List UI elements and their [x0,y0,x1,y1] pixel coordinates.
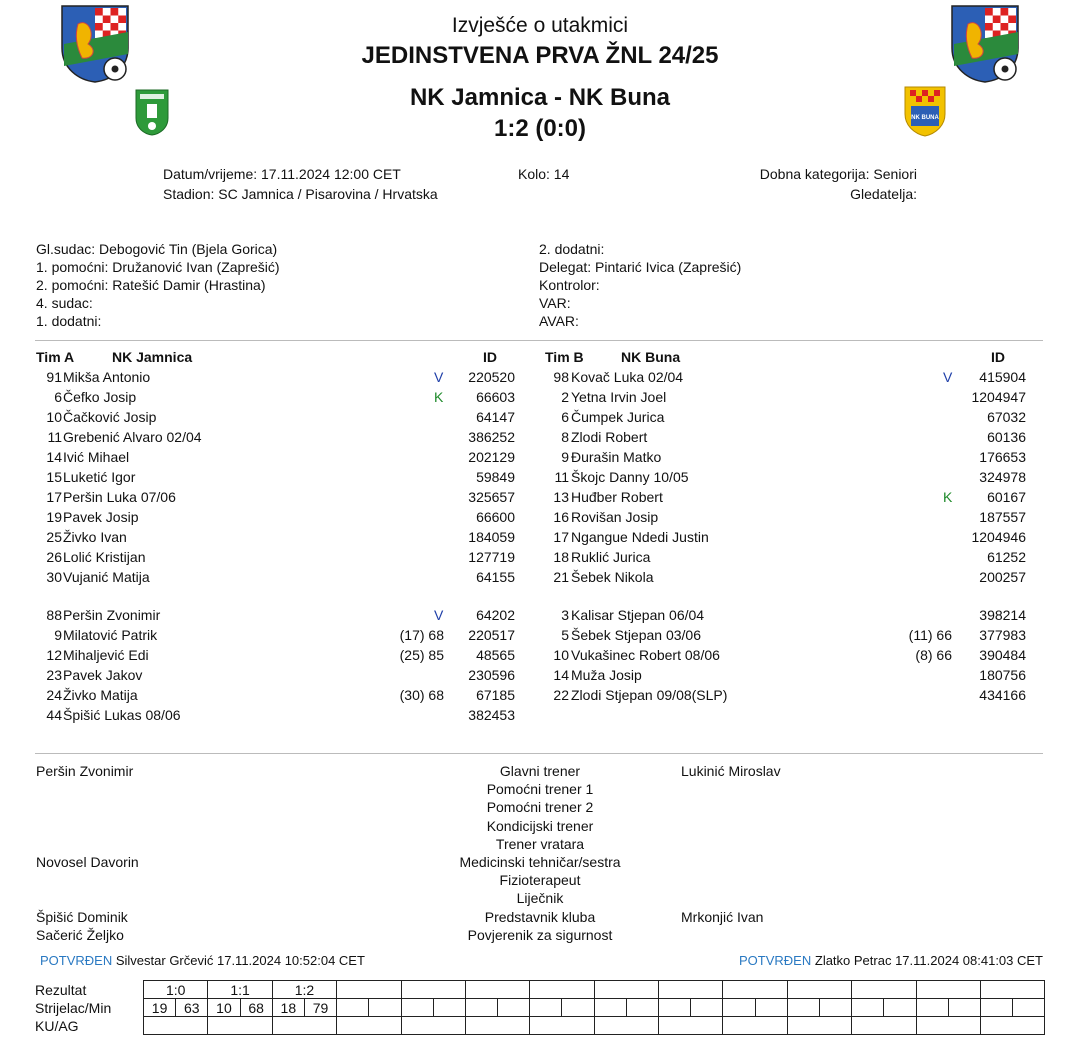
score-cell [465,981,529,999]
staff-role: Liječnik [516,890,564,907]
player-name: Pavek Josip [63,509,139,525]
goalkeeper-marker: V [434,607,444,623]
official-line: AVAR: [539,313,579,329]
player-name: Živko Ivan [63,529,127,545]
age-category: Dobna kategorija: Seniori [759,166,917,182]
player-id: 60167 [987,489,1026,505]
player-number: 19 [46,509,62,525]
spectators: Gledatelja: [850,186,917,202]
confirmed-by: Silvestar Grčević 17.11.2024 10:52:04 CET [115,953,365,968]
ku-ag-cell [530,1017,594,1035]
staff-home-name: Sačerić Željko [36,926,124,943]
official-line: Gl.sudac: Debogović Tin (Bjela Gorica) [36,241,278,257]
scorer-cell [884,999,916,1017]
player-id: 220520 [468,369,515,385]
ku-ag-cell [852,1017,916,1035]
player-name: Luketić Igor [63,469,136,485]
staff-home-name: Novosel Davorin [36,854,139,870]
player-name: Špišić Lukas 08/06 [63,707,181,723]
score-cell [980,981,1044,999]
player-number: 26 [46,549,62,565]
player-name: Kovač Luka 02/04 [571,369,684,385]
player-id: 66600 [476,509,515,525]
official-line: Kontrolor: [539,277,600,293]
score-cell [723,981,787,999]
player-name: Vujanić Matija [63,569,150,585]
result-grid [35,980,1045,1035]
scorer-cell [1013,999,1045,1017]
player-number: 14 [553,667,569,683]
player-number: 2 [561,389,569,405]
player-number: 5 [561,627,569,643]
scorer-cell [659,999,691,1017]
player-number: 3 [561,607,569,623]
player-id: 67185 [476,687,515,703]
scorer-cell: 18 [272,999,304,1017]
player-number: 25 [46,529,62,545]
staff-role: Fizioterapeut [499,872,581,889]
player-name: Šebek Nikola [571,569,654,585]
staff-role: Trener vratara [495,835,585,852]
player-row [0,567,1080,587]
player-number: 16 [553,509,569,525]
scorer-cell [755,999,787,1017]
player-name: Ruklić Jurica [571,549,651,565]
result-row-label: Strijelac/Min [35,999,112,1016]
player-name: Ivić Mihael [63,449,130,465]
scorer-cell [626,999,658,1017]
scorer-cell: 79 [304,999,336,1017]
player-id: 202129 [468,449,515,465]
scorer-cell [916,999,948,1017]
scorer-cell [819,999,851,1017]
player-number: 9 [561,449,569,465]
official-line: Delegat: Pintarić Ivica (Zaprešić) [539,259,742,275]
player-id: 434166 [979,687,1026,703]
score-cell [916,981,980,999]
player-row [0,685,1080,705]
result-row [35,999,1045,1017]
player-number: 17 [46,489,62,505]
player-number: 8 [561,429,569,445]
match-datetime: Datum/vrijeme: 17.11.2024 12:00 CET [163,166,401,182]
player-id: 325657 [468,489,515,505]
score-cell [659,981,723,999]
confirmed-by: Zlatko Petrac 17.11.2024 08:41:03 CET [814,953,1043,968]
official-line: 2. dodatni: [539,241,605,257]
player-number: 11 [47,429,62,445]
scorer-cell [337,999,369,1017]
ku-ag-cell [723,1017,787,1035]
player-row [0,605,1080,625]
confirmation-right [739,953,1043,968]
score-cell [787,981,851,999]
player-id: 61252 [987,549,1026,565]
ku-ag-cell [787,1017,851,1035]
result-row-label: Rezultat [35,981,87,998]
report-title: Izvješće o utakmici [451,14,629,37]
player-id: 48565 [476,647,515,663]
scorer-cell [465,999,497,1017]
player-number: 13 [553,489,569,505]
player-number: 11 [554,469,569,485]
staff-home-name: Peršin Zvonimir [36,763,134,779]
staff-role: Pomoćni trener 1 [486,781,594,798]
score-cell [852,981,916,999]
ku-ag-cell [337,1017,401,1035]
player-number: 22 [553,687,569,703]
scorer-cell: 63 [176,999,208,1017]
player-name: Muža Josip [571,667,642,683]
official-line: 2. pomoćni: Ratešić Damir (Hrastina) [36,277,266,293]
official-line: 1. pomoćni: Družanović Ivan (Zaprešić) [36,259,280,275]
scorer-cell: 68 [240,999,272,1017]
staff-away-name: Lukinić Miroslav [681,763,781,779]
result-row [35,1017,1045,1035]
player-id: 180756 [979,667,1026,683]
result-row-label: KU/AG [35,1017,79,1034]
player-name: Yetna Irvin Joel [571,389,667,405]
scorer-cell [948,999,980,1017]
substitution-info: (17) 68 [399,627,444,643]
substitution-info: (30) 68 [399,687,444,703]
staff-role: Pomoćni trener 2 [486,799,594,816]
substitution-info: (11) 66 [908,627,952,643]
player-id: 64202 [476,607,515,623]
ku-ag-cell [208,1017,272,1035]
player-id: 184059 [468,529,515,545]
ku-ag-cell [272,1017,336,1035]
divider [35,340,1043,341]
staff-role: Medicinski tehničar/sestra [459,854,621,870]
ku-ag-cell [980,1017,1044,1035]
substitution-info: (25) 85 [399,647,444,663]
ku-ag-cell [144,1017,208,1035]
player-row [0,387,1080,407]
team-a-name: NK Jamnica [112,349,193,365]
player-row [0,625,1080,645]
player-name: Ngangue Ndedi Justin [571,529,709,545]
scorer-cell [594,999,626,1017]
player-row [0,705,1080,725]
player-name: Milatović Patrik [63,627,158,643]
nk-buna-crest-text: NK BUNA [911,115,939,121]
match-teams: NK Jamnica - NK Buna [409,84,671,111]
ku-ag-cell [401,1017,465,1035]
player-id: 324978 [979,469,1026,485]
score-cell: 1:2 [272,981,336,999]
player-id: 1204946 [971,529,1026,545]
player-number: 44 [46,707,62,723]
ku-ag-cell [916,1017,980,1035]
player-name: Mikša Antonio [63,369,151,385]
divider [35,753,1043,754]
scorer-cell [562,999,594,1017]
scorer-cell: 10 [208,999,240,1017]
player-id: 60136 [987,429,1026,445]
scorer-cell [852,999,884,1017]
substitution-info: (8) 66 [915,647,952,663]
player-row [0,507,1080,527]
confirmed-status: POTVRĐEN [40,953,113,968]
player-id: 200257 [979,569,1026,585]
staff-role: Povjerenik za sigurnost [467,926,613,943]
ku-ag-cell [659,1017,723,1035]
result-row [35,981,1045,999]
player-name: Čačković Josip [63,409,157,425]
player-name: Vukašinec Robert 08/06 [571,647,720,663]
staff-home-name: Špišić Dominik [36,908,128,925]
player-id: 390484 [979,647,1026,663]
player-id: 230596 [468,667,515,683]
scorer-cell [498,999,530,1017]
team-a-label: Tim A [36,349,75,365]
player-row [0,547,1080,567]
ku-ag-cell [594,1017,658,1035]
player-number: 91 [46,369,62,385]
player-row [0,527,1080,547]
score-cell [337,981,401,999]
player-id: 59849 [476,469,515,485]
team-b-id-header: ID [991,349,1005,365]
player-name: Škojc Danny 10/05 [571,469,689,485]
team-b-name: NK Buna [621,349,681,365]
score-cell: 1:1 [208,981,272,999]
scorer-cell [369,999,401,1017]
player-name: Grebenić Alvaro 02/04 [63,429,202,445]
scorer-cell: 19 [144,999,176,1017]
officials-left [36,240,280,330]
player-row [0,467,1080,487]
player-number: 14 [46,449,62,465]
player-row [0,645,1080,665]
player-name: Kalisar Stjepan 06/04 [571,607,705,623]
player-id: 67032 [987,409,1026,425]
player-number: 6 [561,409,569,425]
scorer-cell [401,999,433,1017]
match-stadium: Stadion: SC Jamnica / Pisarovina / Hrvatska [163,186,438,202]
player-name: Peršin Luka 07/06 [63,489,176,505]
player-id: 398214 [979,607,1026,623]
player-id: 415904 [979,369,1026,385]
player-name: Đurašin Matko [571,449,662,465]
official-line: 1. dodatni: [36,313,102,329]
player-number: 17 [553,529,569,545]
player-name: Huđber Robert [571,489,663,505]
player-number: 98 [553,369,569,385]
player-id: 220517 [468,627,515,643]
official-line: 4. sudac: [36,295,93,311]
confirmation-left [40,953,365,968]
player-number: 24 [46,687,62,703]
staff-role: Predstavnik kluba [484,908,596,925]
player-row [0,367,1080,387]
player-id: 386252 [468,429,515,445]
player-number: 10 [553,647,569,663]
player-name: Lolić Kristijan [63,549,146,565]
player-name: Zlodi Stjepan 09/08(SLP) [571,687,728,703]
player-id: 64147 [476,409,515,425]
team-b-label: Tim B [545,349,584,365]
score-cell: 1:0 [144,981,208,999]
player-id: 187557 [979,509,1026,525]
staff-away-name: Mrkonjić Ivan [681,908,764,925]
player-id: 66603 [476,389,515,405]
player-number: 18 [553,549,569,565]
captain-marker: K [943,489,953,505]
player-row [0,427,1080,447]
competition-title: JEDINSTVENA PRVA ŽNL 24/25 [361,42,719,69]
player-name: Mihaljević Edi [63,647,149,663]
player-name: Čefko Josip [63,389,137,405]
player-id: 64155 [476,569,515,585]
goalkeeper-marker: V [434,369,444,385]
player-number: 15 [46,469,62,485]
score-cell [594,981,658,999]
player-number: 21 [553,569,569,585]
scorer-cell [723,999,755,1017]
player-name: Peršin Zvonimir [63,607,161,623]
player-name: Živko Matija [63,687,138,703]
staff-role: Glavni trener [499,763,581,779]
official-line: VAR: [539,295,571,311]
player-row [0,407,1080,427]
staff-role: Kondicijski trener [486,817,594,834]
player-name: Zlodi Robert [571,429,648,445]
player-number: 12 [46,647,62,663]
player-number: 88 [46,607,62,623]
scorer-cell [980,999,1012,1017]
match-round: Kolo: 14 [518,166,570,182]
player-name: Rovišan Josip [571,509,659,525]
player-number: 6 [54,389,62,405]
player-row [0,447,1080,467]
player-name: Čumpek Jurica [571,409,665,425]
score-cell [530,981,594,999]
team-a-id-header: ID [483,349,497,365]
ku-ag-cell [465,1017,529,1035]
player-number: 10 [46,409,62,425]
player-id: 377983 [979,627,1026,643]
player-id: 127719 [468,549,515,565]
officials-right [539,240,741,330]
player-id: 176653 [979,449,1026,465]
scorer-cell [787,999,819,1017]
player-number: 23 [46,667,62,683]
confirmed-status: POTVRĐEN [739,953,812,968]
player-id: 382453 [468,707,515,723]
player-name: Pavek Jakov [63,667,143,683]
player-row [0,665,1080,685]
player-row [0,487,1080,507]
player-number: 9 [54,627,62,643]
scorer-cell [530,999,562,1017]
player-number: 30 [46,569,62,585]
captain-marker: K [434,389,444,405]
scorer-cell [691,999,723,1017]
player-id: 1204947 [971,389,1026,405]
player-name: Šebek Stjepan 03/06 [571,627,701,643]
match-score: 1:2 (0:0) [493,115,587,142]
scorer-cell [433,999,465,1017]
score-cell [401,981,465,999]
goalkeeper-marker: V [943,369,953,385]
